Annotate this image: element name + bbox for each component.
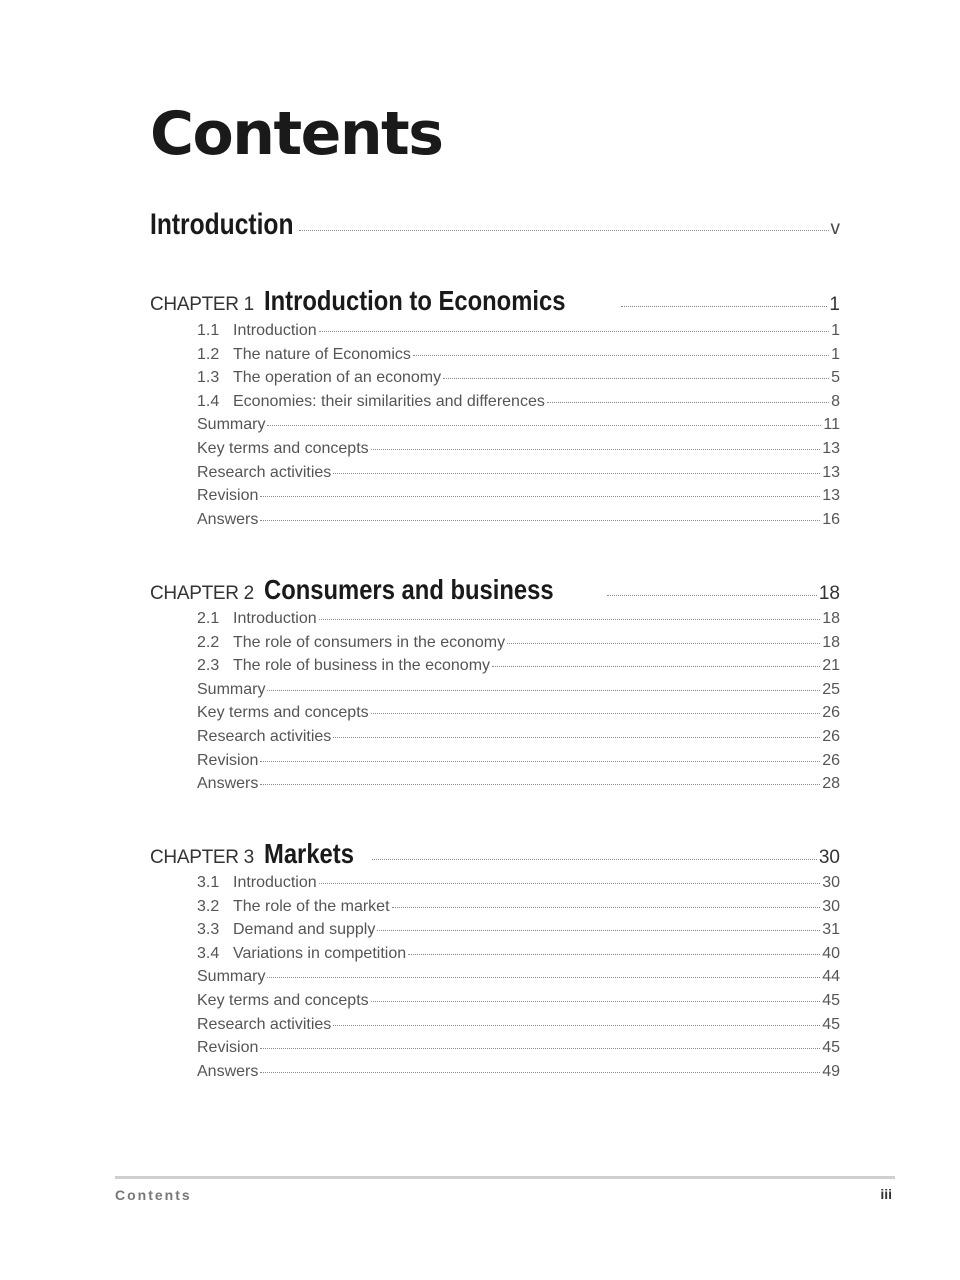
entry-page: 45 — [822, 1039, 840, 1057]
entry-label: Introduction — [233, 610, 317, 627]
chapter-page: 1 — [829, 294, 840, 315]
dot-leader — [260, 1072, 820, 1073]
entry-number: 3.1 — [197, 874, 220, 891]
entry-label: Answers — [197, 775, 259, 793]
entry-label: Key terms and concepts — [197, 440, 369, 457]
entry-label: The role of the market — [233, 897, 390, 915]
toc-entry[interactable] — [197, 921, 840, 939]
toc-introduction[interactable] — [150, 208, 840, 242]
entry-page: 30 — [822, 897, 840, 915]
entry-label: Revision — [197, 751, 259, 769]
entry-label: Answers — [197, 1062, 259, 1080]
entry-label: Introduction — [233, 322, 317, 339]
dot-leader — [260, 1048, 820, 1049]
entry-label: Demand and supply — [233, 921, 376, 939]
toc-entry[interactable] — [197, 898, 840, 916]
entry-label: Answers — [197, 510, 259, 528]
footer-rule — [115, 1176, 895, 1179]
dot-leader — [260, 761, 820, 762]
dot-leader — [443, 378, 829, 379]
dot-leader — [267, 425, 821, 426]
dot-leader — [319, 883, 821, 884]
dot-leader — [267, 690, 820, 691]
toc-entry[interactable] — [197, 775, 840, 793]
chapter-page: 30 — [818, 847, 840, 868]
toc-entry[interactable] — [197, 945, 840, 963]
toc-entry[interactable] — [197, 681, 840, 699]
dot-leader — [492, 666, 820, 667]
dot-leader — [371, 713, 821, 714]
toc-entry[interactable] — [197, 440, 840, 458]
entry-page: 13 — [822, 487, 840, 505]
toc-entry[interactable] — [197, 992, 840, 1010]
entry-page: 25 — [822, 680, 840, 698]
entry-label: Summary — [197, 416, 266, 434]
entry-page: 31 — [822, 921, 840, 939]
toc-entry[interactable] — [197, 728, 840, 746]
toc-entry[interactable] — [197, 1016, 840, 1034]
footer-page-number: iii — [880, 1186, 892, 1202]
toc-entry[interactable] — [197, 369, 840, 387]
entry-page: 11 — [823, 416, 840, 434]
entry-page: 18 — [822, 633, 840, 651]
toc-entry[interactable] — [197, 752, 840, 770]
entry-page: 45 — [822, 992, 840, 1009]
dot-leader — [607, 595, 817, 596]
introduction-page: v — [830, 218, 840, 239]
entry-number: 3.2 — [197, 897, 220, 915]
toc-chapter-2[interactable] — [150, 574, 840, 606]
entry-page: 13 — [822, 440, 840, 457]
entry-number: 1.3 — [197, 369, 220, 387]
entry-number: 3.3 — [197, 921, 220, 939]
entry-page: 26 — [822, 728, 840, 745]
toc-entry[interactable] — [197, 322, 840, 340]
dot-leader — [260, 784, 820, 785]
dot-leader — [392, 907, 821, 908]
chapter-title: Consumers and business — [263, 574, 554, 605]
toc-entry[interactable] — [197, 416, 840, 434]
entry-page: 26 — [822, 704, 840, 722]
entry-page: 30 — [822, 874, 840, 891]
toc-entry[interactable] — [197, 874, 840, 892]
entry-page: 26 — [822, 751, 840, 769]
chapter-title: Introduction to Economics — [263, 285, 566, 316]
dot-leader — [621, 306, 828, 307]
dot-leader — [547, 402, 829, 403]
entry-page: 18 — [822, 610, 840, 627]
toc-entry[interactable] — [197, 464, 840, 482]
dot-leader — [377, 930, 820, 931]
entry-number: 2.3 — [197, 657, 220, 675]
entry-label: Economies: their similarities and differences — [233, 392, 545, 410]
chapter-page: 18 — [818, 583, 840, 604]
toc-entry[interactable] — [197, 657, 840, 675]
entry-number: 2.1 — [197, 610, 220, 627]
chapter-label: CHAPTER 3 — [150, 847, 254, 868]
toc-entry[interactable] — [197, 487, 840, 505]
dot-leader — [372, 859, 817, 860]
dot-leader — [260, 520, 820, 521]
dot-leader — [267, 977, 820, 978]
dot-leader — [371, 449, 821, 450]
footer-section: Contents — [115, 1187, 192, 1203]
entry-page: 28 — [822, 775, 840, 793]
entry-page: 1 — [831, 345, 840, 363]
toc-chapter-1[interactable] — [150, 285, 840, 317]
dot-leader — [319, 619, 821, 620]
entry-label: Summary — [197, 968, 266, 986]
dot-leader — [507, 643, 820, 644]
toc-entry[interactable] — [197, 511, 840, 529]
entry-label: Introduction — [233, 874, 317, 891]
entry-number: 1.2 — [197, 345, 220, 363]
dot-leader — [413, 355, 829, 356]
entry-number: 3.4 — [197, 944, 220, 962]
dot-leader — [371, 1001, 821, 1002]
entry-label: The operation of an economy — [233, 369, 442, 387]
entry-label: Key terms and concepts — [197, 992, 369, 1009]
toc-entry[interactable] — [197, 634, 840, 652]
toc-entry[interactable] — [197, 1039, 840, 1057]
toc-entry[interactable] — [197, 610, 840, 628]
entry-label: Research activities — [197, 463, 332, 481]
dot-leader — [333, 737, 820, 738]
toc-entry[interactable] — [197, 704, 840, 722]
entry-page: 1 — [831, 322, 840, 339]
entry-label: Key terms and concepts — [197, 704, 369, 722]
toc-entry[interactable] — [197, 346, 840, 364]
dot-leader — [299, 230, 829, 231]
dot-leader — [319, 331, 829, 332]
entry-page: 16 — [822, 510, 840, 528]
toc-entry[interactable] — [197, 393, 840, 411]
dot-leader — [408, 954, 820, 955]
dot-leader — [260, 496, 820, 497]
chapter-label: CHAPTER 2 — [150, 583, 254, 604]
entry-label: Research activities — [197, 1015, 332, 1033]
entry-page: 49 — [822, 1062, 840, 1080]
page-title: Contents — [150, 99, 443, 169]
entry-label: Revision — [197, 1039, 259, 1057]
entry-page: 8 — [831, 392, 840, 410]
entry-number: 1.1 — [197, 322, 220, 339]
entry-label: The role of consumers in the economy — [233, 633, 506, 651]
toc-entry[interactable] — [197, 1063, 840, 1081]
entry-page: 5 — [831, 369, 840, 387]
toc-chapter-3[interactable] — [150, 838, 840, 870]
entry-label: Summary — [197, 680, 266, 698]
dot-leader — [333, 1025, 820, 1026]
entry-page: 21 — [822, 657, 840, 675]
entry-label: Research activities — [197, 728, 332, 745]
entry-label: The role of business in the economy — [233, 657, 491, 675]
entry-page: 13 — [822, 463, 840, 481]
entry-label: The nature of Economics — [233, 345, 411, 363]
entry-label: Variations in competition — [233, 944, 407, 962]
entry-page: 40 — [822, 944, 840, 962]
entry-label: Revision — [197, 487, 259, 505]
entry-number: 1.4 — [197, 392, 220, 410]
chapter-title: Markets — [263, 838, 354, 869]
introduction-label: Introduction — [150, 208, 294, 241]
toc-entry[interactable] — [197, 968, 840, 986]
entry-page: 45 — [822, 1015, 840, 1033]
chapter-label: CHAPTER 1 — [150, 294, 254, 315]
entry-page: 44 — [822, 968, 840, 986]
entry-number: 2.2 — [197, 633, 220, 651]
dot-leader — [333, 473, 820, 474]
